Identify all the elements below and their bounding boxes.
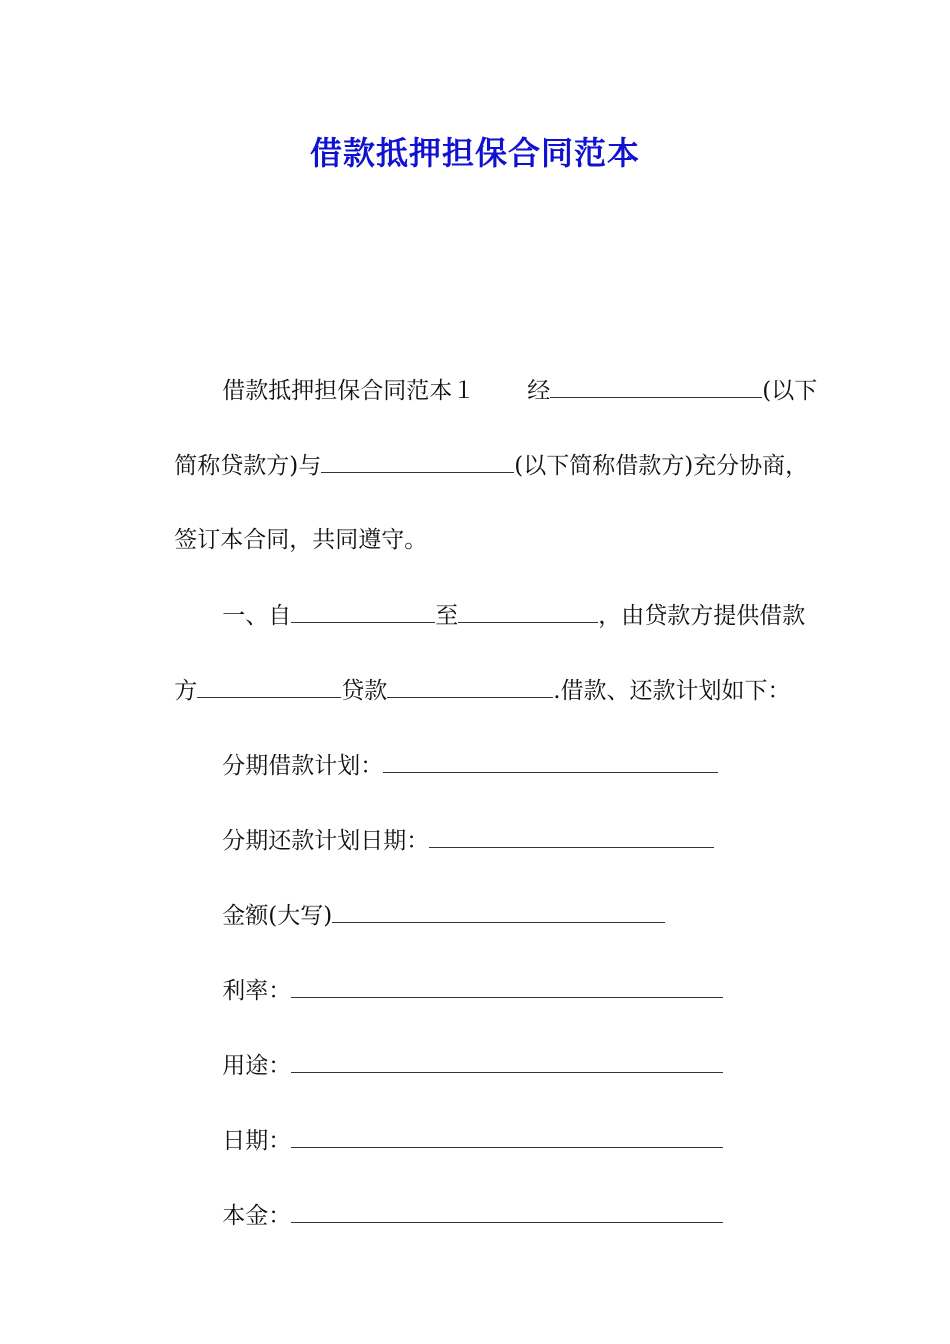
field-blank xyxy=(291,975,723,998)
field-label: 本金： xyxy=(222,1203,292,1229)
field-label: 分期借款计划： xyxy=(222,753,384,779)
para2-loan: 贷款 xyxy=(341,678,388,704)
field-label: 日期： xyxy=(222,1128,292,1154)
para1-jing: 经 xyxy=(527,378,551,404)
end-date-blank xyxy=(458,600,598,623)
field-blank xyxy=(291,1125,723,1148)
field-principal xyxy=(193,1170,723,1261)
start-date-blank xyxy=(291,600,435,623)
para2-from: 一、自 xyxy=(222,603,292,629)
borrower-blank xyxy=(321,450,514,473)
para1-sign-text: 签订本合同，共同遵守。 xyxy=(174,527,428,553)
loan-amount-blank xyxy=(197,675,341,698)
field-label: 用途： xyxy=(222,1053,292,1079)
field-label: 分期还款计划日期： xyxy=(222,828,430,854)
field-label: 金额(大写) xyxy=(222,903,333,929)
field-blank xyxy=(291,1200,723,1223)
loan-detail-blank xyxy=(387,675,553,698)
document-title: 借款抵押担保合同范本 xyxy=(309,134,640,172)
lender-blank xyxy=(550,375,762,398)
para1-abbr-open: (以下 xyxy=(762,378,818,404)
para2-party: 方 xyxy=(174,678,198,704)
para1-lender-abbr: 简称贷款方)与 xyxy=(174,453,322,479)
para2-to: 至 xyxy=(435,603,459,629)
field-label: 利率： xyxy=(222,978,292,1004)
field-blank xyxy=(291,1050,723,1073)
para1-borrower-abbr: (以下简称借款方)充分协商， xyxy=(514,453,809,479)
field-blank xyxy=(332,900,665,923)
para2-provide: ，由贷款方提供借款 xyxy=(598,603,806,629)
para2-plan: .借款、还款计划如下： xyxy=(553,678,791,704)
field-blank xyxy=(383,750,718,773)
para1-intro: 借款抵押担保合同范本１ xyxy=(222,378,476,404)
field-blank xyxy=(429,825,714,848)
